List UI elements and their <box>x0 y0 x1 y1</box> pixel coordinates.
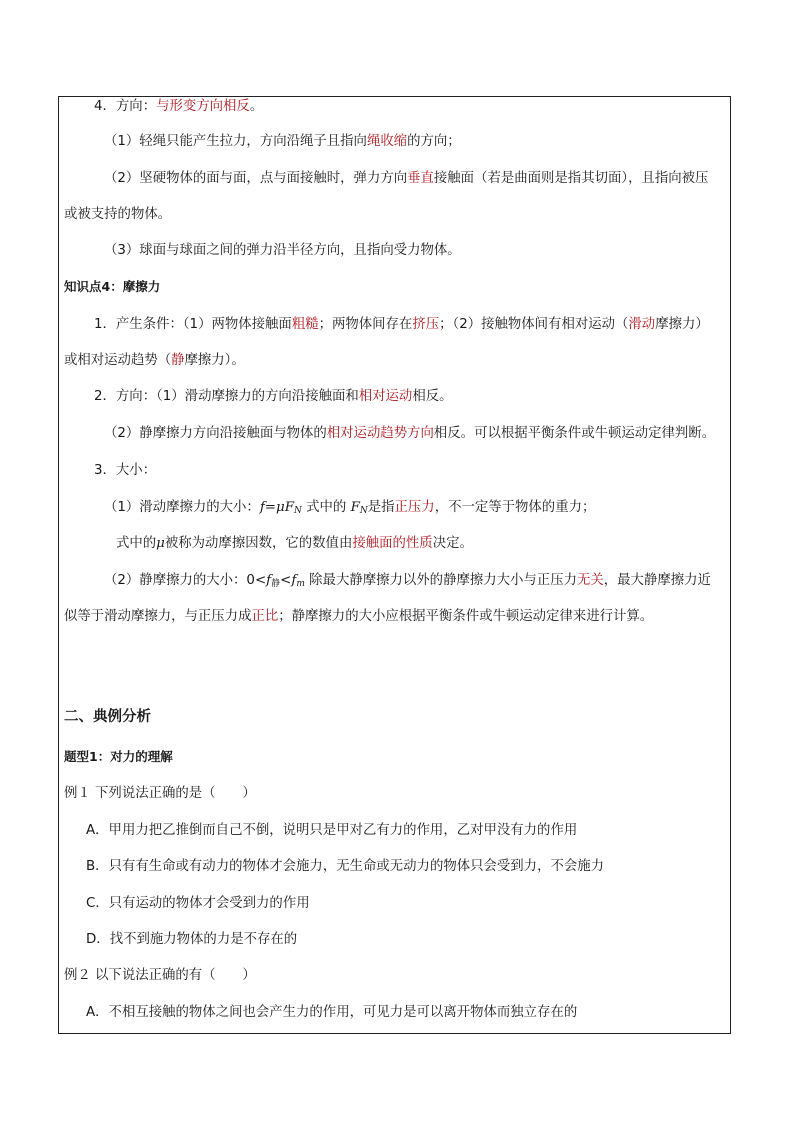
cond-text-d: 摩擦力） <box>655 317 709 332</box>
rule1-end: 的方向； <box>407 134 461 149</box>
static-highlight: 无关 <box>576 573 604 588</box>
kinetic-formula-sub: N <box>294 506 302 516</box>
cond-highlight-slide: 滑动 <box>628 317 656 332</box>
direction-line-2 <box>104 425 715 443</box>
direction2-highlight: 相对运动趋势方向 <box>326 426 434 441</box>
item4-prefix: 4．方向： <box>94 99 157 114</box>
static-fm-sub: m <box>296 579 305 589</box>
section-title: 二、典例分析 <box>64 709 151 725</box>
cond-text-b: ；两物体间存在 <box>318 317 413 332</box>
static-line <box>104 572 711 593</box>
rule1-highlight: 绳收缩 <box>366 134 408 149</box>
example1-option-d: D．找不到施力物体的力是不存在的 <box>86 932 298 947</box>
rule2-highlight: 垂直 <box>407 171 434 186</box>
direction-text-b: 相反。 <box>412 389 453 404</box>
item4-highlight: 与形变方向相反 <box>156 99 250 114</box>
direction2-text-a: （2）静摩擦力方向沿接触面与物体的 <box>104 426 327 441</box>
cond-line <box>94 316 709 334</box>
mu-line <box>116 535 473 553</box>
cond-text-c: ；（2）接触物体间有相对运动（ <box>439 317 629 332</box>
kinetic-line <box>104 499 595 520</box>
example1-option-c: C．只有运动的物体才会受到力的作用 <box>86 896 310 911</box>
static-text-a: （2）静摩擦力的大小：0< <box>104 573 267 588</box>
cond-highlight-press: 挤压 <box>412 317 440 332</box>
example1-question: 例１ 下列说法正确的是（ ） <box>64 786 256 801</box>
item4-end: 。 <box>249 99 264 114</box>
direction2-text-b: 相反。可以根据平衡条件或牛顿运动定律判断。 <box>433 426 716 441</box>
static-f-sub: 静 <box>271 579 281 589</box>
item4-line <box>94 98 263 116</box>
mu-highlight: 接触面的性质 <box>352 536 433 551</box>
example2-question: 例２ 以下说法正确的有（ ） <box>64 968 256 983</box>
cond-line-cont <box>64 352 245 370</box>
static-text-d: 似等于滑动摩擦力，与正压力成 <box>64 609 252 624</box>
static-lt: < <box>280 573 292 588</box>
normal-force-symbol: F <box>350 500 360 515</box>
rule2-end: 接触面（若是曲面则是指其切面），且指向被压 <box>433 171 709 186</box>
kinetic-text-a: （1）滑动摩擦力的大小： <box>104 500 260 515</box>
static-text-e: ；静摩擦力的大小应根据平衡条件或牛顿运动定律来进行计算。 <box>278 609 654 624</box>
rule1-text: （1）轻绳只能产生拉力，方向沿绳子且指向 <box>104 134 367 149</box>
static-f-symbol: f <box>266 573 272 588</box>
cond-text-a: 1．产生条件：（1）两物体接触面 <box>94 317 292 332</box>
kinetic-text-c: 是指 <box>367 500 395 515</box>
example1-option-a: A．甲用力把乙推倒而自己不倒，说明只是甲对乙有力的作用，乙对甲没有力的作用 <box>86 823 578 838</box>
normal-force-sub: N <box>359 506 368 516</box>
cond-highlight-rough: 粗糙 <box>291 317 319 332</box>
direction-line <box>94 388 453 406</box>
magnitude-title: 3．大小： <box>94 463 157 478</box>
example2-option-a: A．不相互接触的物体之间也会产生力的作用，可见力是可以离开物体而独立存在的 <box>86 1005 578 1020</box>
direction-highlight: 相对运动 <box>358 389 413 404</box>
rule1-line <box>104 133 461 151</box>
example1-option-b: B．只有有生命或有动力的物体才会施力，无生命或无动力的物体只会受到力，不会施力 <box>86 859 605 874</box>
mu-text-c: 决定。 <box>432 536 473 551</box>
kinetic-text-b: 式中的 <box>301 500 351 515</box>
cond-text-e: 或相对运动趋势（ <box>64 353 172 368</box>
mu-text-b: 被称为动摩擦因数，它的数值由 <box>164 536 353 551</box>
static-text-b: 除最大静摩擦力以外的静摩擦力大小与正压力 <box>304 573 577 588</box>
kinetic-formula: f=μF <box>259 500 294 515</box>
mu-text-a: 式中的 <box>116 536 157 551</box>
kinetic-highlight: 正压力 <box>394 500 435 515</box>
knowledge4-title: 知识点4：摩擦力 <box>64 279 161 294</box>
direction-text-a: 2．方向：（1）滑动摩擦力的方向沿接触面和 <box>94 389 359 404</box>
cond-text-f: 摩擦力）。 <box>184 353 245 368</box>
kinetic-text-d: ，不一定等于物体的重力； <box>434 500 596 515</box>
static-fm-symbol: f <box>291 573 297 588</box>
rule2-text: （2）坚硬物体的面与面，点与面接触时，弹力方向 <box>104 171 408 186</box>
static-line-cont <box>64 608 653 626</box>
type1-title: 题型1：对力的理解 <box>64 749 173 764</box>
static-highlight-2: 正比 <box>251 609 279 624</box>
mu-symbol: μ <box>156 536 165 551</box>
static-text-c: ，最大静摩擦力近 <box>603 573 711 588</box>
content-frame <box>58 96 731 1034</box>
rule2-cont: 或被支持的物体。 <box>64 207 172 222</box>
cond-highlight-static: 静 <box>171 353 185 368</box>
rule2-line <box>104 170 708 188</box>
rule3-line: （3）球面与球面之间的弹力沿半径方向，且指向受力物体。 <box>104 243 461 258</box>
